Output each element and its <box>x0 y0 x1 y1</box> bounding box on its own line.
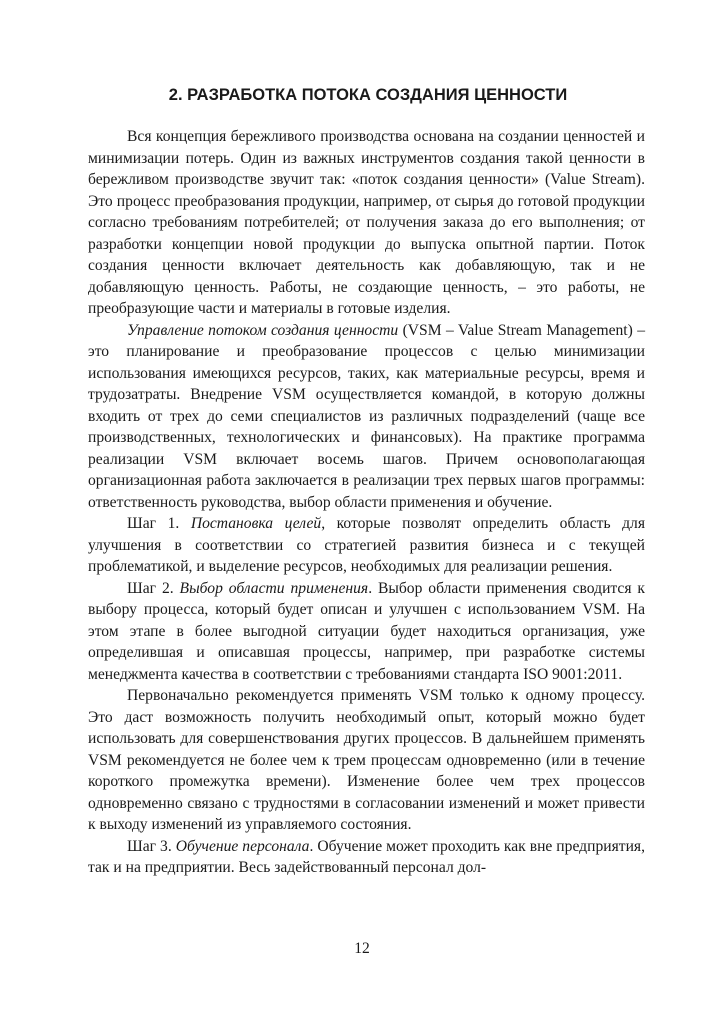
term-italic: Управление потоком создания ценности <box>127 321 399 339</box>
paragraph-intro <box>88 126 645 320</box>
paragraph-text: Вся концепция бережливого производства основана на создании ценностей и минимизации потерь. Один из важных инструментов создания такой ценности в бережливом производстве звучит так: «поток создания ценности» (Value Stream). Это процесс преобразования продукции, например, от сырья до готовой продукции согласно требованиям потребителей; от получения заказа до его выполнения; от разработки концепции новой продукции до выпуска опытной партии. Поток создания ценности включает деятельность как добавляющую, так и не добавляющую ценность. Работы, не создающие ценность, – это работы, не преобразующие части и материалы в готовые изделия. <box>88 128 645 317</box>
paragraph-text: . Обучение может проходить как вне предприятия, так и на предприятии. Весь задействованный персонал дол- <box>88 837 645 876</box>
body-text <box>88 126 645 879</box>
paragraph-step-2 <box>88 578 645 686</box>
paragraph-text: (VSM – Value Stream Management) – это планирование и преобразование процессов с целью минимизации использования имеющихся ресурсов, таких, как материальные ресурсы, время и трудозатраты. Внедрение VSM осуществляется командой, в которую должны входить от трех до семи специалистов из различных подразделений (чаще все производственных, технологических и финансовых). На практике программа реализации VSM включает восемь шагов. Причем основополагающая организационная работа заключается в реализации трех первых шагов программы: ответственность руководства, выбор области применения и обучение. <box>88 321 645 511</box>
paragraph-recommendation <box>88 685 645 836</box>
paragraph-step-3 <box>88 836 645 879</box>
paragraph-text: , которые позволят определить область для улучшения в соответствии со стратегией развития бизнеса и с текущей проблематикой, и выделение ресурсов, необходимых для реализации решения. <box>88 515 645 575</box>
paragraph-step-1 <box>88 513 645 578</box>
step-title: Выбор области применения <box>179 579 369 597</box>
page-number: 12 <box>354 940 370 957</box>
step-prefix: Шаг 3. <box>127 837 176 855</box>
step-title: Обучение персонала <box>175 837 310 855</box>
step-prefix: Шаг 2. <box>127 579 180 597</box>
paragraph-text: Первоначально рекомендуется применять VSM только к одному процессу. Это даст возможность получить необходимый опыт, который можно будет использовать для совершенствования других процессов. В дальнейшем применять VSM рекомендуется не более чем к трем процессам одновременно (или в течение короткого промежутка времени). Изменение более чем трех процессов одновременно связано с трудностями в согласовании изменений и может привести к выходу изменений из управляемого состояния. <box>88 687 645 833</box>
paragraph-text: . Выбор области применения сводится к выбору процесса, который будет описан и улучшен с использованием VSM. На этом этапе в более выгодной ситуации будет находиться организация, уже определившая и описавшая процессы, например, при разработке системы менеджмента качества в соответствии с требованиями стандарта ISO 9001:2011. <box>88 579 645 683</box>
section-heading: 2. РАЗРАБОТКА ПОТОКА СОЗДАНИЯ ЦЕННОСТИ <box>168 86 568 104</box>
step-title: Постановка целей <box>190 515 322 532</box>
step-prefix: Шаг 1. <box>127 515 191 532</box>
paragraph-vsm-definition <box>88 320 645 514</box>
